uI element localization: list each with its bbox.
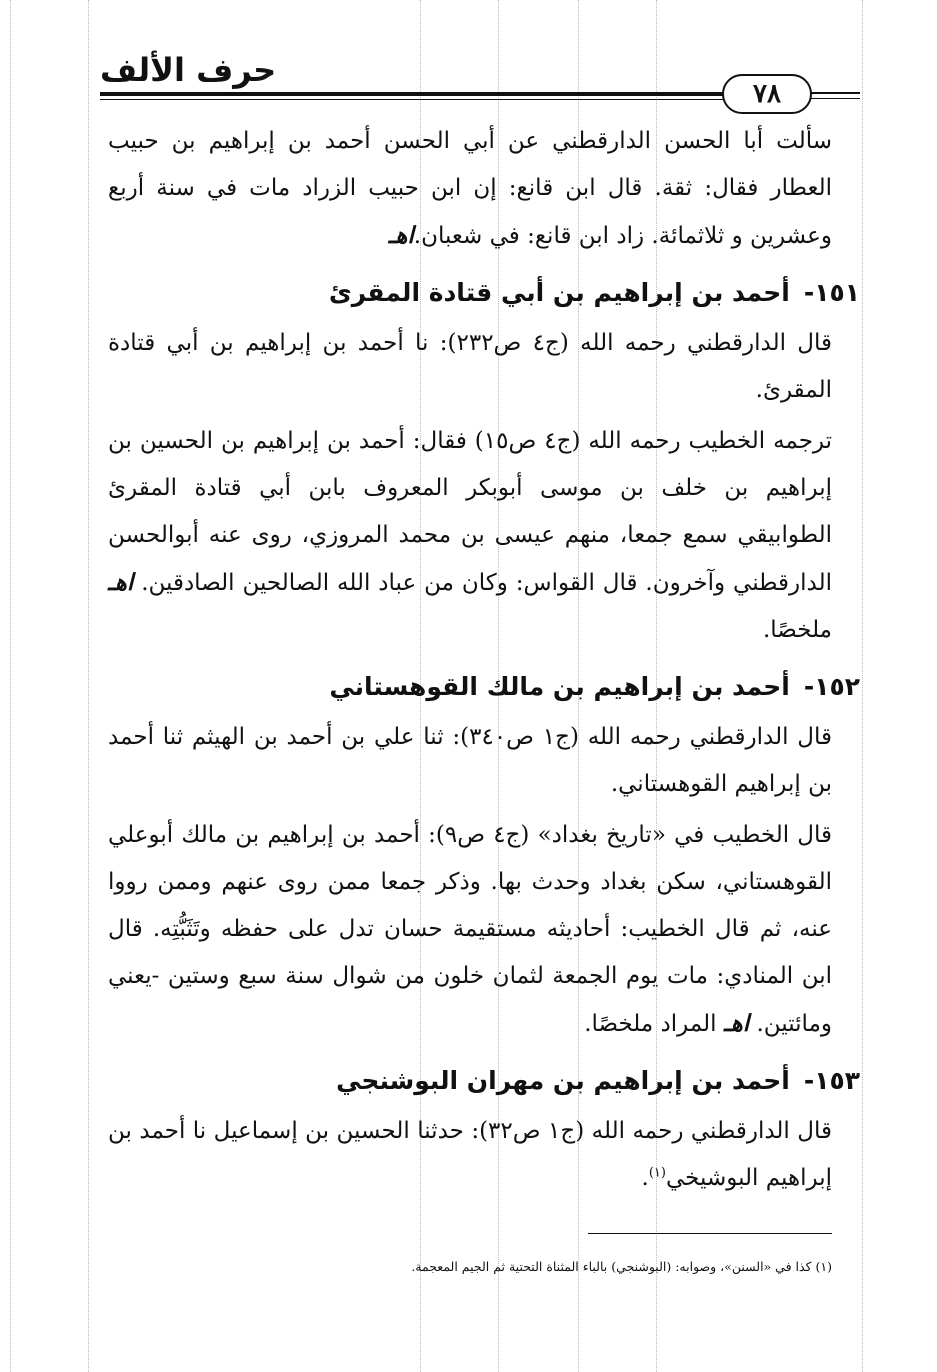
scan-dotted-line <box>862 0 863 1372</box>
entry-paragraph: قال الدارقطني رحمه الله (ج٤ ص٢٣٢): نا أحمد بن إبراهيم بن أبي قتادة المقرئ. <box>108 330 832 403</box>
entry-name: أحمد بن إبراهيم بن مالك القوهستاني <box>329 672 790 701</box>
entry-paragraph <box>108 418 832 654</box>
entry-number: ١٥١- <box>803 278 860 307</box>
page-number: ٧٨ <box>722 74 812 114</box>
entry-name: أحمد بن إبراهيم بن مهران البوشنجي <box>336 1066 790 1095</box>
entry-heading-152 <box>108 662 860 712</box>
entry-paragraph: قال الدارقطني رحمه الله (ج١ ص٣٤٠): ثنا علي بن أحمد بن الهيثم ثنا أحمد بن إبراهيم القوهستاني. <box>108 724 832 797</box>
entry-text-end: ملخصًا. <box>762 617 832 643</box>
header-rule-right-thin <box>810 98 860 99</box>
entry-text-end: المراد ملخصًا. <box>584 1011 717 1037</box>
entry-heading-151 <box>108 268 860 318</box>
entry-text: قال الدارقطني رحمه الله (ج١ ص٣٢): حدثنا الحسين بن إسماعيل نا أحمد بن إبراهيم البوشيخي <box>108 1118 832 1191</box>
entry-paragraph <box>108 1108 832 1202</box>
entry-paragraph <box>108 812 832 1048</box>
entry-number: ١٥٢- <box>803 672 860 701</box>
header-rule <box>100 92 725 96</box>
abbr-end: اهـ <box>108 569 134 596</box>
page-body <box>108 118 860 1202</box>
entry-number: ١٥٣- <box>803 1066 860 1095</box>
header-rule-thin <box>100 99 725 100</box>
entry-text-end: . <box>641 1165 649 1191</box>
footnote-rule <box>588 1233 832 1234</box>
scan-dotted-line <box>10 0 11 1372</box>
footnote: (١) كذا في «السنن»، وصوابه: (البوشنجي) بالباء المثناة التحتية ثم الجيم المعجمة. <box>411 1259 832 1274</box>
abbr-end: اهـ <box>388 222 414 249</box>
footnote-ref[interactable]: (١) <box>648 1165 666 1181</box>
intro-paragraph <box>108 118 832 260</box>
abbr-end: اهـ <box>723 1010 750 1037</box>
page-header <box>100 50 860 110</box>
scan-dotted-line <box>88 0 89 1372</box>
entry-text: ترجمه الخطيب رحمه الله (ج٤ ص١٥) فقال: أحمد بن إبراهيم بن الحسين بن إبراهيم بن خلف بن موسى أبوبكر المعروف بابن أبي قتادة المقرئ الطوابيقي سمع جمعا، منهم عيسى بن محمد المروزي، روى عنه أبوالحسن الدارقطني وآخرون. قال القواس: وكان من عباد الله الصالحين الصادقين. <box>108 428 833 596</box>
entry-heading-153 <box>108 1056 860 1106</box>
intro-text: سألت أبا الحسن الدارقطني عن أبي الحسن أحمد بن إبراهيم بن حبيب العطار فقال: ثقة. قال ابن قانع: إن ابن حبيب الزراد مات في سنة أربع وعشرين و ثلاثمائة. زاد ابن قانع: في شعبان. <box>108 128 832 249</box>
header-rule-right <box>810 92 860 94</box>
entry-text: قال الخطيب في «تاريخ بغداد» (ج٤ ص٩): أحمد بن إبراهيم بن مالك أبوعلي القوهستاني، سكن بغداد وحدث بها. وذكر جمعا ممن روى عنهم وممن رووا عنه، ثم قال الخطيب: أحاديثه مستقيمة حسان تدل على حفظه وتَثَبُّتِه. قال ابن المنادي: مات يوم الجمعة لثمان خلون من شوال سنة سبع وستين -يعني ومائتين. <box>108 822 832 1037</box>
running-title: حرف الألف <box>100 51 277 89</box>
entry-name: أحمد بن إبراهيم بن أبي قتادة المقرئ <box>328 278 790 307</box>
